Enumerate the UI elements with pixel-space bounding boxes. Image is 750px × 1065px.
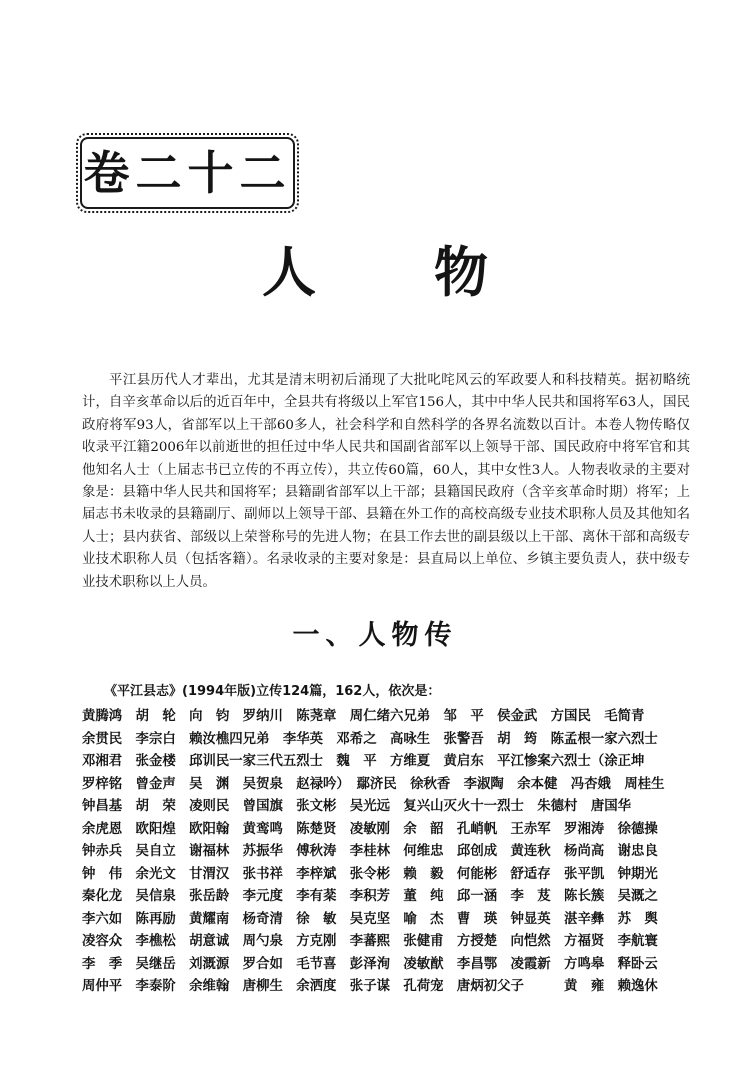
name-row: 罗梓铭 曾金声 吴 渊 吴贺泉 赵禄吟） 鄢济民 徐秋香 李淑陶 余本健 冯杏娥 周桂生 [82,776,665,792]
name-row: 凌容众 李樵松 胡意诚 周勺泉 方克刚 李蕃熙 张健甫 方授楚 向恺然 方福贤 李航寰 [82,934,658,949]
name-row: 秦化龙 吴信泉 张岳龄 李元度 李有棻 李积芳 董 纯 邱一涵 李 芨 陈长簇 吴溉之 [82,889,658,904]
name-row: 李 季 吴继岳 刘溉源 罗合如 毛节喜 彭泽洵 凌敏猷 李昌鄂 凌霞新 方鸣皋 释卧云 [82,956,658,972]
name-row: 钟 伟 余光文 甘渭汉 张书祥 李梓斌 张令彬 赖 毅 何能彬 舒适存 张平凯 钟期光 [82,866,658,882]
name-row: 钟赤兵 吴自立 谢福林 苏振华 傅秋涛 李桂林 何维忠 邱创成 黄连秋 杨尚高 谢忠良 [82,844,658,859]
section-lead: 《平江县志》(1994年版)立传124篇，162人，依次是： [104,684,441,699]
name-row: 李六如 陈再励 黄耀南 杨奇清 徐 敏 吴克坚 喻 杰 曹 瑛 钟显英 湛辛彝 苏 舆 [82,911,658,927]
name-row: 钟昌基 胡 荣 凌则民 曾国旗 张文彬 吴光远 复兴山灭火十一烈士 朱德村 唐国华 [82,799,632,814]
name-row: 黄腾鸿 胡 轮 向 钧 罗纳川 陈荛章 周仁绪六兄弟 邹 平 侯金武 方国民 毛简青 [82,709,645,724]
intro-paragraph: 平江县历代人才辈出，尤其是清末明初后涌现了大批叱咤风云的军政要人和科技精英。据初略统计，自辛亥革命以后的近百年中，全县共有将级以上军官156人，其中中华人民共和国将军63人，国民政府将军93人，省部军以上干部60多人，社会科学和自然科学的各界名流数以百计。本卷人物传略仅收录平江籍2006年以前逝世的担任过中华人民共和国副省部军以上领导干部、国民政府中将军官和其他知名人士（上届志书已立传的不再立传），共立传60篇，60人，其中女性3人。人物表收录的主要对象是：县籍中华人民共和国将军；县籍副省部军以上干部；县籍国民政府（含辛亥革命时期）将军；上届志书未收录的县籍副厅、副师以上领导干部、县籍在外工作的高校高级专业技术职称人员及其他知名人士；县内获省、部级以上荣誉称号的先进人物；在县工作去世的副县级以上干部、离休干部和高级专业技术职称人员（包括客籍）。名录收录的主要对象是：县直局以上单位、乡镇主要负责人，获中级专业技术职称以上人员。 [82,373,690,590]
name-row: 余虎恩 欧阳煌 欧阳翰 黄鸾鸣 陈楚贤 凌敏刚 余 韶 孔峭帆 王赤军 罗湘涛 徐德操 [82,821,658,837]
name-row: 周仲平 李泰阶 余维翰 唐柳生 余洒度 张子谋 孔荷宠 唐炳初父子 黄 雍 赖逸休 [82,979,658,994]
chapter-title: 人物 [262,240,606,304]
volume-title: 卷二十二 [83,146,292,200]
section-title: 一、人物传 [292,620,458,651]
biography-name-list [82,706,702,999]
volume-title-frame [80,137,295,209]
name-row: 邓湘君 张金楼 邱训民一家三代五烈士 魏 平 方维夏 黄启东 平江惨案六烈士（涂正坤 [82,754,645,769]
name-row: 余贯民 李宗白 赖汝樵四兄弟 李华英 邓希之 高咏生 张警吾 胡 筠 陈孟根一家六烈士 [82,731,658,747]
